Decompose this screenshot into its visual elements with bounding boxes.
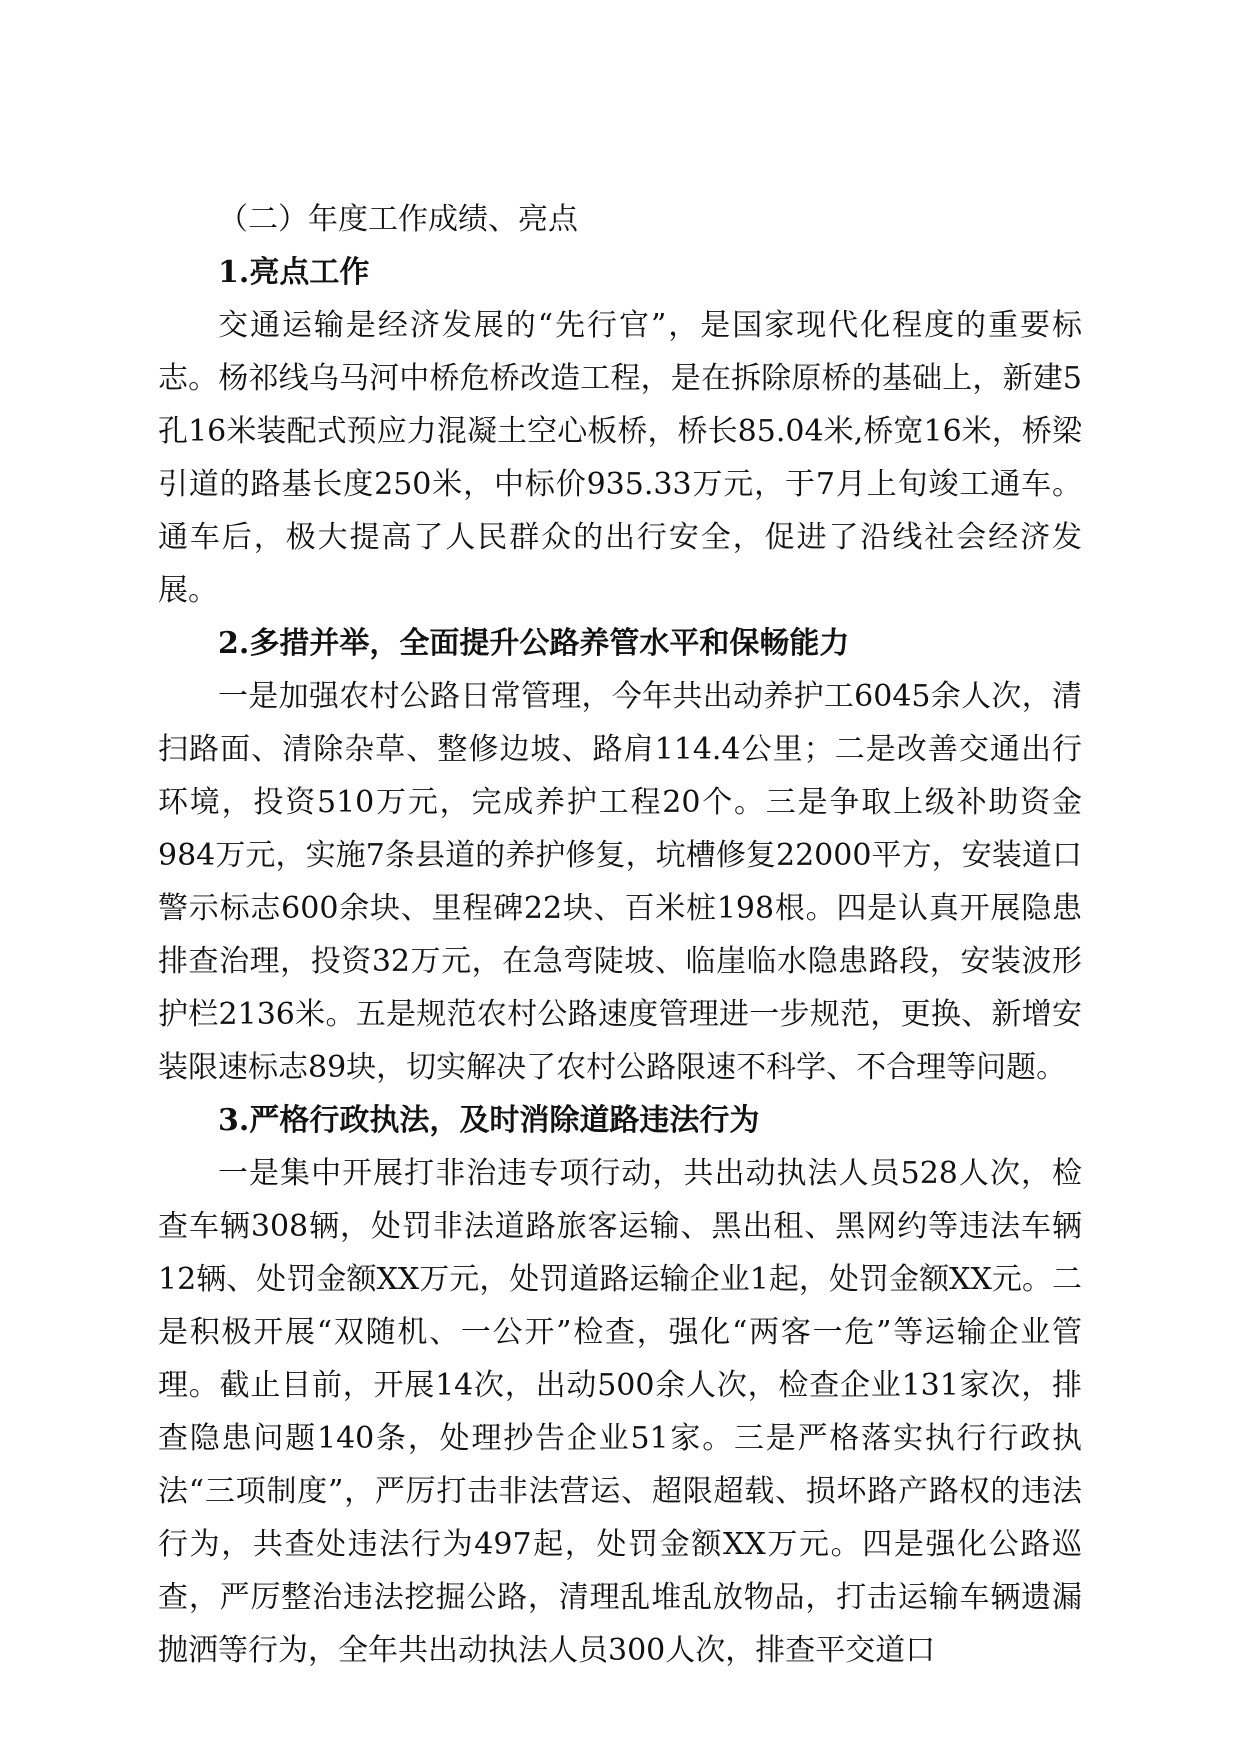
subsection-2-title: 2.多措并举，全面提升公路养管水平和保畅能力 — [218, 626, 850, 661]
subsection-3-body: 一是集中开展打非治违专项行动，共出动执法人员528人次，检查车辆308辆，处罚非法道路旅客运输、黑出租、黑网约等违法车辆12辆、处罚金额XX万元，处罚道路运输企业1起，处罚金额XX元。二是积极开展“双随机、一公开”检查，强化“两客一危”等运输企业管理。截止目前，开展14次，出动500余人次，检查企业131家次，排查隐患问题140条，处理抄告企业51家。三是严格落实执行行政执法“三项制度”，严厉打击非法营运、超限超载、损坏路产路权的违法行为，共查处违法行为497起，处罚金额XX万元。四是强化公路巡查，严厉整治违法挖掘公路，清理乱堆乱放物品，打击运输车辆遗漏抛洒等行为，全年共出动执法人员300人次，排查平交道口 — [158, 1156, 1082, 1668]
subsection-3-title: 3.严格行政执法，及时消除道路违法行为 — [218, 1103, 760, 1138]
subsection-1-body: 交通运输是经济发展的“先行官”，是国家现代化程度的重要标志。杨祁线乌马河中桥危桥改造工程，是在拆除原桥的基础上，新建5孔16米装配式预应力混凝土空心板桥，桥长85.04米,桥宽16米，桥梁引道的路基长度250米，中标价935.33万元，于7月上旬竣工通车。通车后，极大提高了人民群众的出行安全，促进了沿线社会经济发展。 — [158, 308, 1082, 608]
section-heading: （二）年度工作成绩、亮点 — [218, 202, 578, 237]
subsection-1-title: 1.亮点工作 — [218, 255, 370, 290]
subsection-2-body: 一是加强农村公路日常管理，今年共出动养护工6045余人次，清扫路面、清除杂草、整修边坡、路肩114.4公里；二是改善交通出行环境，投资510万元，完成养护工程20个。三是争取上级补助资金984万元，实施7条县道的养护修复，坑槽修复22000平方，安装道口警示标志600余块、里程碑22块、百米桩198根。四是认真开展隐患排查治理，投资32万元，在急弯陡坡、临崖临水隐患路段，安装波形护栏2136米。五是规范农村公路速度管理进一步规范，更换、新增安装限速标志89块，切实解决了农村公路限速不科学、不合理等问题。 — [158, 679, 1082, 1085]
document-page — [158, 193, 1082, 1677]
